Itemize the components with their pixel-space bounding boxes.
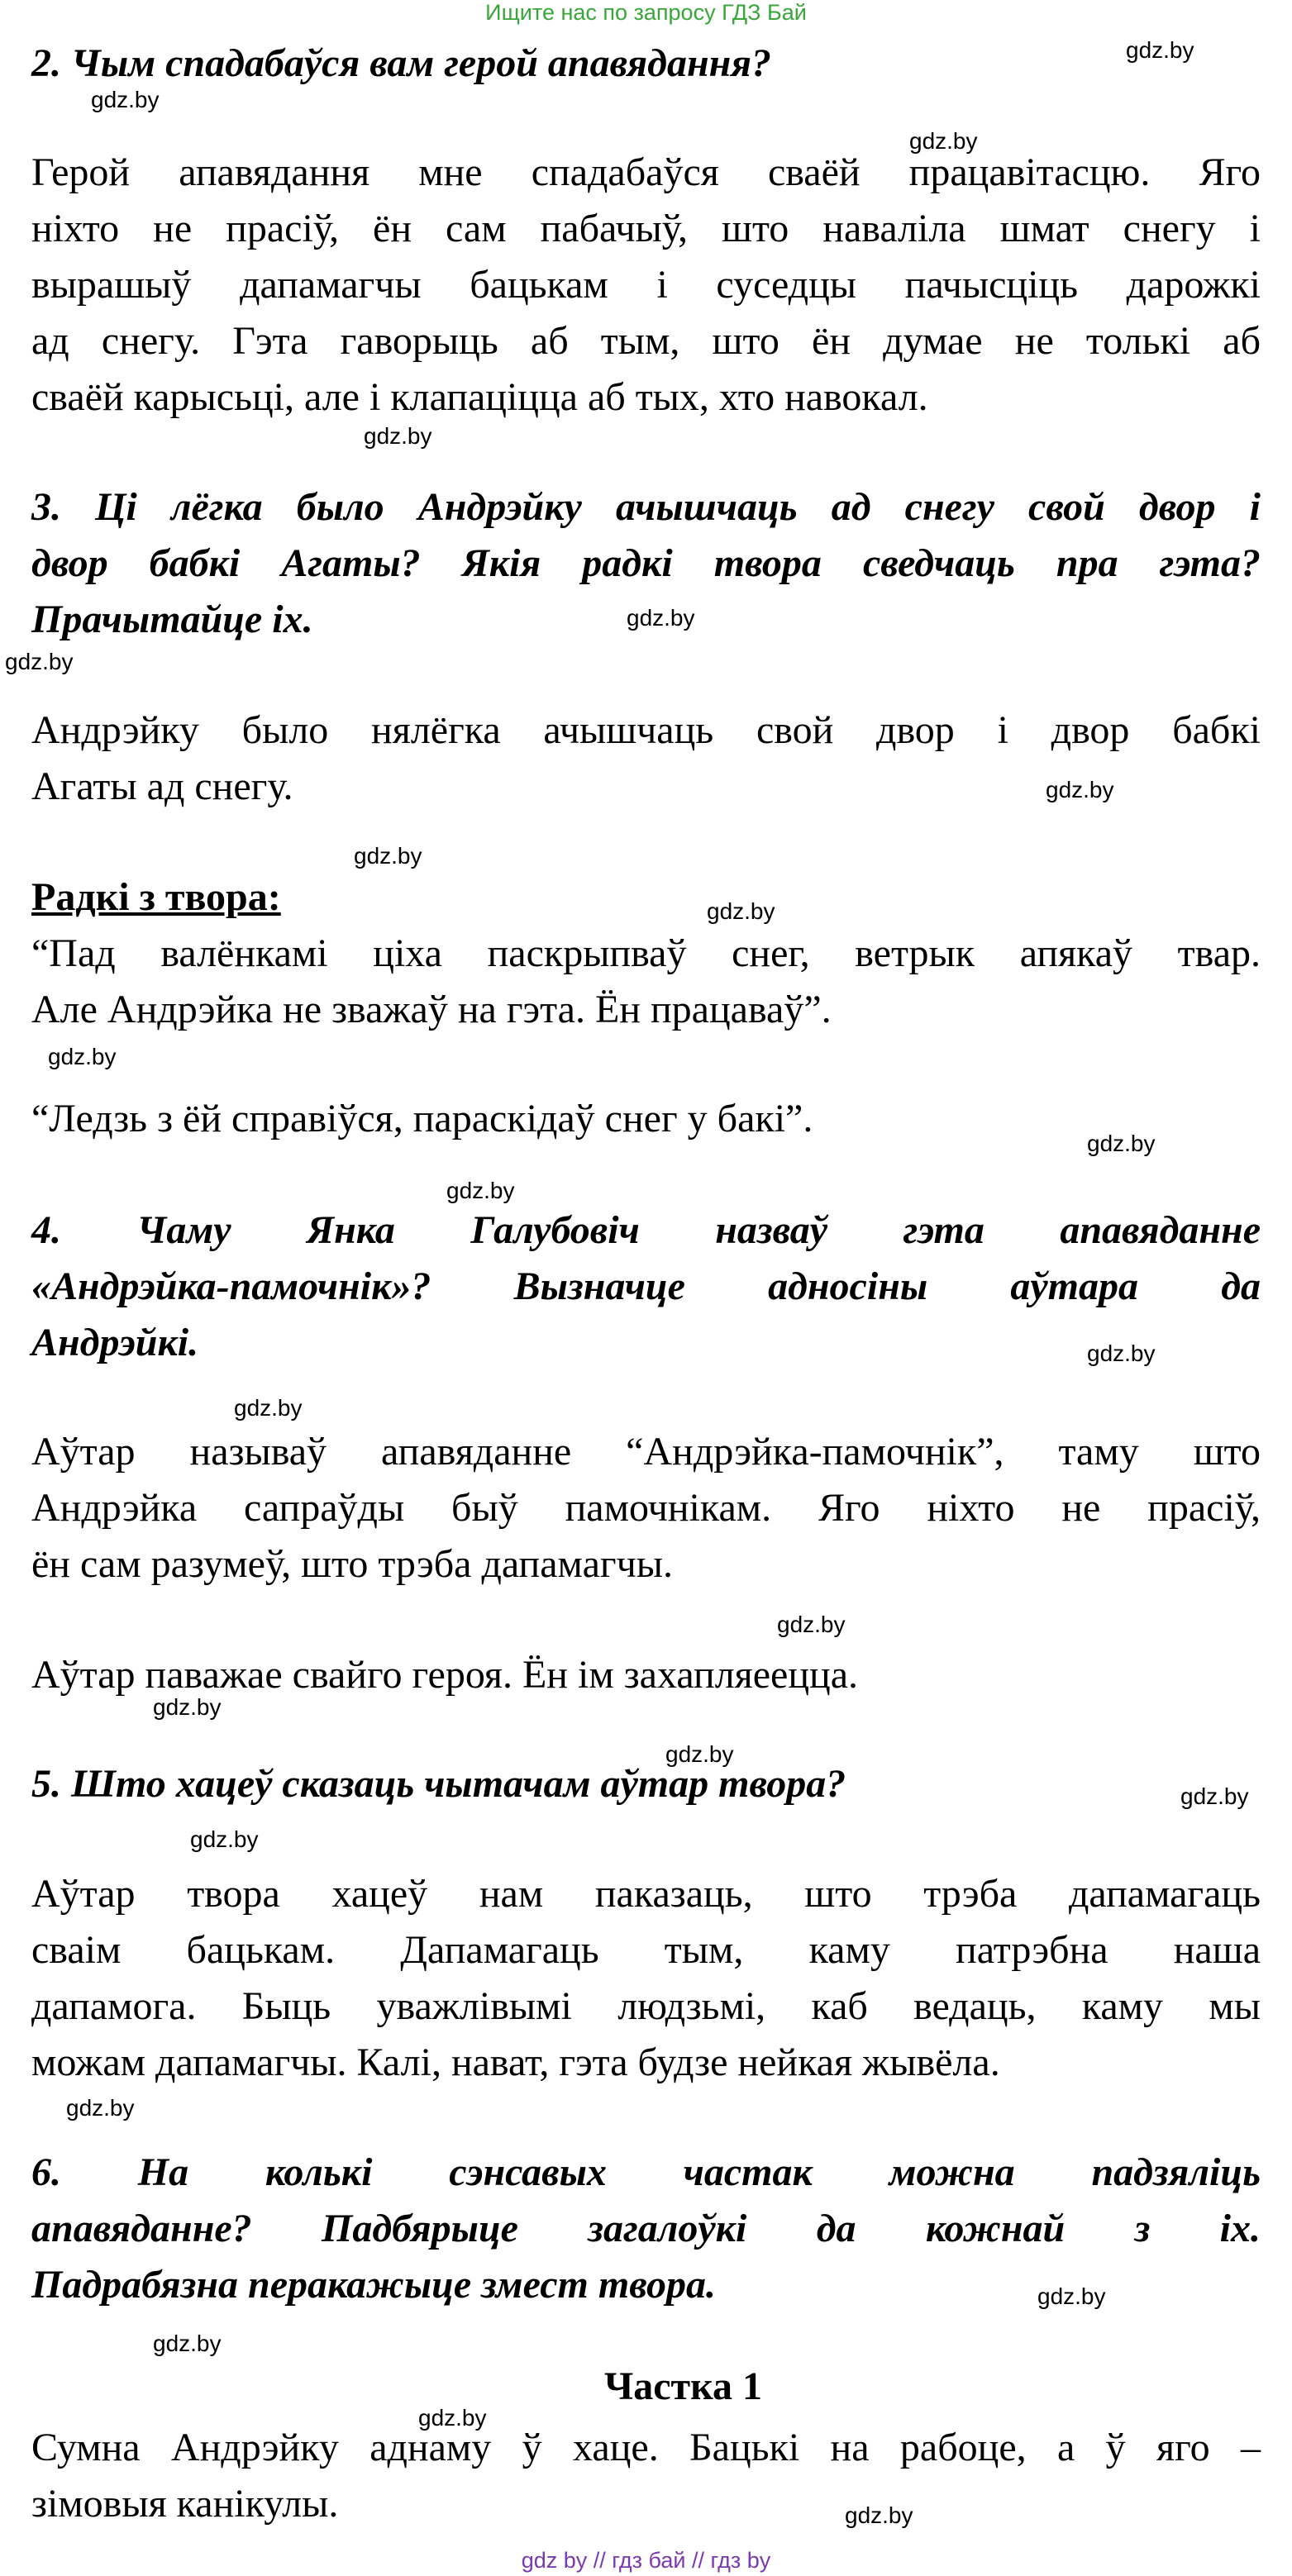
watermark: gdz.by [1087, 1131, 1156, 1156]
answer-4 [31, 1424, 1261, 1593]
part-line: зімовыя канікулы. [31, 2482, 339, 2526]
answer-line: Герой апавядання мне спадабаўся сваёй працавітасцю. Яго [31, 150, 1261, 194]
quote-1 [31, 926, 1261, 1038]
part-line: Сумна Андрэйку аднаму ў хаце. Бацькі на рабоце, а ў яго – [31, 2426, 1261, 2469]
question-6-line: Падрабязна перакажыце змест твора. [31, 2263, 717, 2307]
watermark: gdz.by [1037, 2283, 1106, 2309]
question-4 [31, 1202, 1261, 1371]
answer-line: сваёй карысьці, але і клапаціцца аб тых, хто навокал. [31, 375, 928, 419]
watermark: gdz.by [418, 2405, 487, 2431]
question-4-line: 4. Чаму Янка Галубовіч назваў гэта апавяданне [31, 1208, 1261, 1252]
answer-line: ад снегу. Гэта гаворыць аб тым, што ён думае не толькі аб [31, 319, 1261, 363]
question-5 [31, 1756, 1261, 1812]
question-4-line: «Андрэйка-памочнік»? Вызначце адносіны аўтара да [31, 1264, 1261, 1308]
watermark: gdz.by [153, 1694, 222, 1720]
answer-line: Аўтар называў апавяданне “Андрэйка-памочнік”, таму што [31, 1430, 1261, 1474]
answer-line: можам дапамагчы. Калі, нават, гэта будзе нейкая жывёла. [31, 2040, 1000, 2084]
watermark: gdz.by [91, 87, 160, 112]
watermark: gdz.by [665, 1741, 734, 1767]
watermark: gdz.by [364, 423, 432, 449]
answer-line: вырашыў дапамагчы бацькам і суседцы пачысціць дарожкі [31, 263, 1261, 307]
watermark: gdz.by [446, 1178, 515, 1203]
lines-heading: Радкі з твора: [31, 875, 281, 919]
watermark: gdz.by [707, 898, 775, 924]
watermark: gdz.by [845, 2502, 913, 2528]
part-1-title: Частка 1 [603, 2364, 763, 2408]
watermark: gdz.by [627, 605, 695, 631]
answer-line: Аўтар твора хацеў нам паказаць, што трэба дапамагаць [31, 1872, 1261, 1916]
answer-line: Андрэйку было нялёгка ачышчаць свой двор і двор бабкі [31, 708, 1261, 752]
answer-line: ён сам разумеў, што трэба дапамагчы. [31, 1542, 673, 1586]
answer-line: Агаты ад снегу. [31, 764, 293, 808]
watermark: gdz.by [234, 1395, 303, 1421]
part-1-text [31, 2420, 1261, 2532]
answer-5 [31, 1866, 1261, 2091]
watermark: gdz.by [354, 843, 422, 869]
watermark: gdz.by [5, 649, 74, 674]
question-6-line: 6. На колькі сэнсавых частак можна падзяліць [31, 2150, 1261, 2194]
answer-line: Аўтар паважае свайго героя. Ён ім захапляеецца. [31, 1653, 859, 1697]
watermark: gdz.by [909, 128, 978, 154]
watermark: gdz.by [190, 1826, 259, 1852]
answer-line: Андрэйка сапраўды быў памочнікам. Яго ніхто не прасіў, [31, 1486, 1261, 1530]
quote-line: “Ледзь з ёй справіўся, параскідаў снег у бакі”. [31, 1097, 813, 1140]
answer-line: дапамога. Быць уважлівымі людзьмі, каб ведаць, каму мы [31, 1984, 1261, 2028]
question-4-line: Андрэйкі. [31, 1321, 199, 1364]
answer-line: сваім бацькам. Дапамагаць тым, каму патрэбна наша [31, 1928, 1261, 1972]
question-6-line: апавяданне? Падбярыце загалоўкі да кожнай з іх. [31, 2207, 1261, 2250]
watermark: gdz.by [1087, 1340, 1156, 1366]
quote-line: “Пад валёнкамі ціха паскрыпваў снег, ветрык апякаў твар. [31, 931, 1261, 975]
watermark: gdz.by [777, 1612, 846, 1637]
answer-2 [31, 145, 1261, 426]
question-3-line: Прачытайце іх. [31, 598, 313, 641]
question-3-line: 3. Ці лёгка было Андрэйку ачышчаць ад снегу свой двор і [31, 485, 1261, 529]
watermark: gdz.by [48, 1044, 117, 1069]
question-5-line: 5. Што хацеў сказаць чытачам аўтар твора? [31, 1762, 846, 1806]
footer-links[interactable]: gdz by // гдз бай // гдз by [521, 2548, 771, 2573]
question-2-line: 2. Чым спадабаўся вам герой апавядання? [31, 41, 771, 85]
watermark: gdz.by [1180, 1783, 1249, 1809]
question-2 [31, 36, 1261, 92]
watermark: gdz.by [153, 2331, 222, 2356]
answer-line: ніхто не прасіў, ён сам пабачыў, што навалiла шмат снегу і [31, 207, 1261, 250]
watermark: gdz.by [1126, 37, 1194, 63]
quote-2 [31, 1091, 1261, 1147]
top-banner[interactable]: Ищите нас по запросу ГДЗ Бай [485, 0, 807, 25]
watermark: gdz.by [1046, 777, 1114, 802]
quote-line: Але Андрэйка не зважаў на гэта. Ён працаваў”. [31, 988, 832, 1031]
question-3-line: двор бабкі Агаты? Якія радкі твора сведчаць пра гэта? [31, 541, 1261, 585]
watermark: gdz.by [66, 2095, 135, 2121]
